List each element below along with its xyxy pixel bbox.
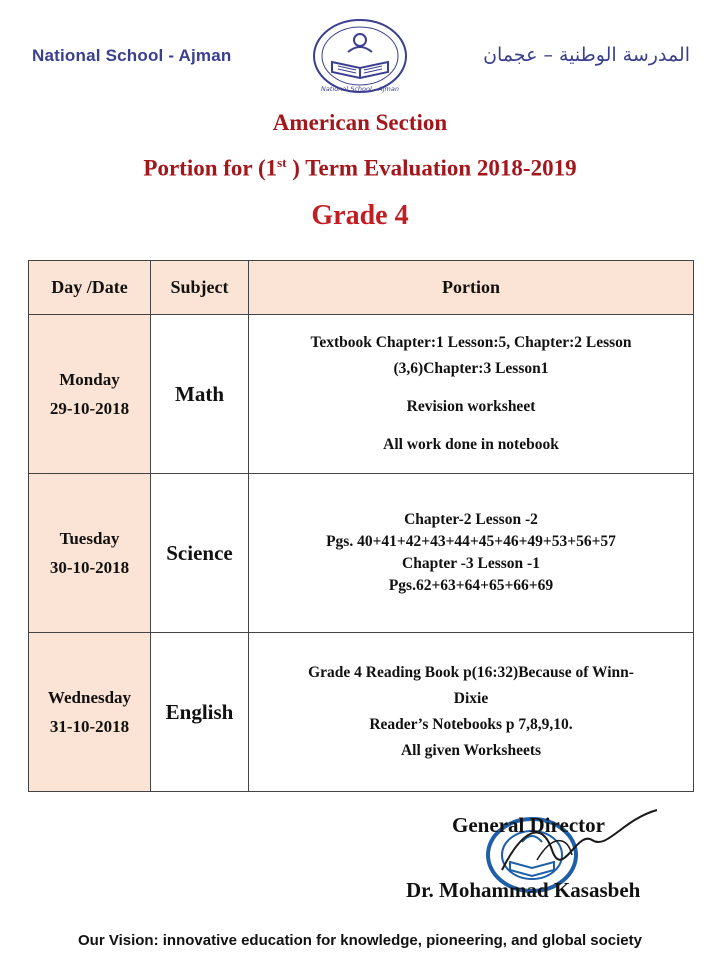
day-date-cell: [29, 474, 151, 633]
vision-statement: Our Vision: innovative education for knowledge, pioneering, and global society: [78, 932, 642, 949]
portion-line: Textbook Chapter:1 Lesson:5, Chapter:2 Lesson: [310, 334, 632, 351]
portion-cell: [249, 474, 694, 633]
school-logo-icon: [308, 18, 412, 98]
day-date-cell: [29, 633, 151, 792]
header-portion: Portion: [249, 261, 694, 315]
subject-cell: Math: [151, 315, 249, 474]
day-name: Wednesday: [47, 688, 132, 707]
table-row: [29, 474, 694, 633]
portion-table: [28, 260, 694, 792]
portion-line: Chapter -3 Lesson -1: [402, 555, 540, 572]
subject-cell: Science: [151, 474, 249, 633]
school-name-arabic: المدرسة الوطنية – عجمان: [483, 44, 690, 66]
portion-title-sup: st: [277, 155, 287, 170]
day-name: Monday: [59, 370, 120, 389]
school-name-english: National School - Ajman: [32, 46, 232, 65]
header-subject: Subject: [151, 261, 249, 315]
portion-line: Revision worksheet: [406, 398, 536, 415]
portion-line: Pgs.62+63+64+65+66+69: [388, 577, 554, 594]
table-row: [29, 633, 694, 792]
day-date-cell: [29, 315, 151, 474]
logo-caption: National School - Ajman: [321, 85, 399, 93]
portion-title-prefix: Portion for (1: [143, 155, 278, 181]
portion-line: Pgs. 40+41+42+43+44+45+46+49+53+56+57: [326, 533, 616, 550]
date: 30-10-2018: [49, 558, 130, 577]
portion-line: (3,6)Chapter:3 Lesson1: [393, 360, 549, 377]
portion-title: [0, 155, 720, 182]
letterhead: [0, 0, 720, 105]
portion-line: All work done in notebook: [383, 436, 559, 453]
grade-title: Grade 4: [311, 200, 409, 231]
director-name: Dr. Mohammad Kasasbeh: [406, 878, 641, 902]
header-day-date: Day /Date: [29, 261, 151, 315]
table-row: [29, 315, 694, 474]
portion-title-suffix: ) Term Evaluation 2018-2019: [286, 155, 577, 181]
table-header-row: [29, 261, 694, 315]
date: 31-10-2018: [49, 717, 130, 736]
day-name: Tuesday: [59, 529, 120, 548]
portion-line: Dixie: [453, 690, 489, 707]
portion-line: Reader’s Notebooks p 7,8,9,10.: [369, 716, 573, 733]
portion-cell: [249, 633, 694, 792]
director-title: General Director: [452, 813, 605, 837]
date: 29-10-2018: [49, 399, 130, 418]
portion-line: Grade 4 Reading Book p(16:32)Because of Winn-: [308, 664, 634, 681]
subject-cell: English: [151, 633, 249, 792]
portion-cell: [249, 315, 694, 474]
portion-line: Chapter-2 Lesson -2: [404, 511, 538, 528]
section-title: American Section: [272, 110, 448, 135]
portion-line: All given Worksheets: [400, 742, 542, 759]
